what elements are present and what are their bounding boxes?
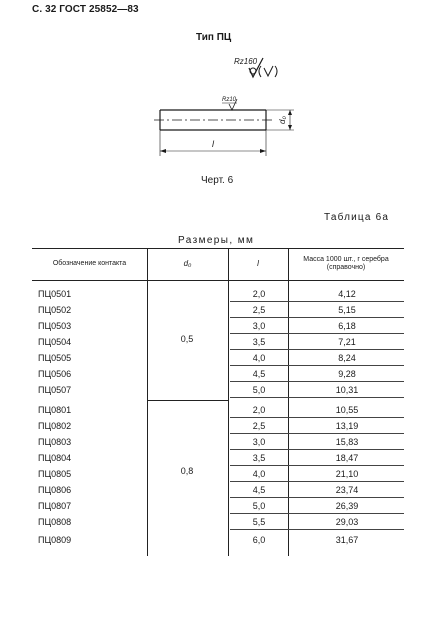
cell-mass: 15,83 (335, 437, 359, 447)
cell-designation: ПЦ0507 (38, 385, 72, 395)
table-row (32, 402, 404, 418)
row-rule (230, 397, 404, 398)
cell-mass: 23,74 (335, 485, 359, 495)
table-row (32, 366, 404, 382)
cell-length: 4,0 (252, 469, 266, 479)
table-row (32, 418, 404, 434)
cell-designation: ПЦ0808 (38, 517, 72, 527)
cell-mass: 8,24 (338, 353, 356, 363)
cell-designation: ПЦ0503 (38, 321, 72, 331)
diameter-arrow-bottom (288, 125, 292, 130)
length-arrow-left (160, 149, 166, 153)
table-row (32, 514, 404, 530)
cell-length: 2,5 (252, 305, 266, 315)
table-row (32, 466, 404, 482)
roughness-bracket-right (275, 66, 277, 77)
table-number: Таблица 6а (324, 212, 390, 223)
table-row (32, 318, 404, 334)
table-row (32, 302, 404, 318)
table-title: Размеры, мм (178, 235, 255, 246)
cell-mass: 6,18 (338, 321, 356, 331)
cell-mass: 10,31 (335, 385, 359, 395)
cell-designation: ПЦ0504 (38, 337, 72, 347)
roughness-general-label: Rz160 (234, 57, 258, 66)
table-row (32, 450, 404, 466)
group-divider (147, 400, 228, 401)
table-row (32, 434, 404, 450)
cell-mass: 7,21 (338, 337, 356, 347)
cell-length: 3,5 (252, 337, 266, 347)
cell-designation: ПЦ0802 (38, 421, 72, 431)
diameter-arrow-top (288, 110, 292, 115)
cell-designation: ПЦ0801 (38, 405, 72, 415)
table-row (32, 334, 404, 350)
cell-mass: 13,19 (335, 421, 359, 431)
contact-drawing (140, 88, 310, 160)
table-row (32, 532, 404, 548)
length-label: l (212, 139, 214, 149)
cell-designation: ПЦ0805 (38, 469, 72, 479)
page-header: С. 32 ГОСТ 25852—83 (32, 4, 139, 15)
table-row (32, 382, 404, 398)
type-title: Тип ПЦ (196, 32, 232, 43)
header-length: l (257, 259, 259, 268)
cell-designation: ПЦ0807 (38, 501, 72, 511)
cell-length: 2,5 (252, 421, 266, 431)
drawing-caption: Черт. 6 (201, 175, 234, 186)
cell-length: 3,0 (252, 437, 266, 447)
cell-length: 3,5 (252, 453, 266, 463)
cell-length: 4,5 (252, 485, 266, 495)
cell-length: 4,5 (252, 369, 266, 379)
header-designation: Обозначение контакта (52, 260, 127, 267)
cell-mass: 21,10 (335, 469, 359, 479)
table-row (32, 286, 404, 302)
table-row (32, 350, 404, 366)
roughness-bracket-left (259, 66, 261, 77)
header-diameter: d₀ (183, 259, 192, 268)
cell-length: 4,0 (252, 353, 266, 363)
cell-length: 5,0 (252, 385, 266, 395)
cell-designation: ПЦ0806 (38, 485, 72, 495)
cell-mass: 4,12 (338, 289, 356, 299)
roughness-check-small (264, 66, 273, 76)
cell-length: 2,0 (252, 289, 266, 299)
row-rule (230, 529, 404, 530)
cell-mass: 9,28 (338, 369, 356, 379)
table-header-rule (32, 280, 404, 281)
cell-designation: ПЦ0803 (38, 437, 72, 447)
length-arrow-right (260, 149, 266, 153)
cell-designation: ПЦ0804 (38, 453, 72, 463)
cell-mass: 18,47 (335, 453, 359, 463)
cell-length: 5,0 (252, 501, 266, 511)
diameter-value-group2: 0,8 (180, 466, 194, 476)
cell-mass: 10,55 (335, 405, 359, 415)
cell-length: 2,0 (252, 405, 266, 415)
diameter-label: d₀ (278, 116, 287, 124)
diameter-value-group1: 0,5 (180, 334, 194, 344)
cell-designation: ПЦ0506 (38, 369, 72, 379)
table-row (32, 482, 404, 498)
cell-designation: ПЦ0505 (38, 353, 72, 363)
roughness-general-symbol (228, 54, 298, 80)
cell-mass: 29,03 (335, 517, 359, 527)
surface-roughness-label: Rz10 (222, 97, 237, 103)
cell-designation: ПЦ0502 (38, 305, 72, 315)
cell-mass: 26,39 (335, 501, 359, 511)
cell-designation: ПЦ0809 (38, 535, 72, 545)
cell-mass: 5,15 (338, 305, 356, 315)
cell-length: 3,0 (252, 321, 266, 331)
header-mass: Масса 1000 шт., г серебра (справочно) (303, 256, 389, 271)
cell-length: 5,5 (252, 517, 266, 527)
cell-mass: 31,67 (335, 535, 359, 545)
cell-designation: ПЦ0501 (38, 289, 72, 299)
sizes-table (32, 248, 404, 556)
cell-length: 6,0 (252, 535, 266, 545)
table-row (32, 498, 404, 514)
